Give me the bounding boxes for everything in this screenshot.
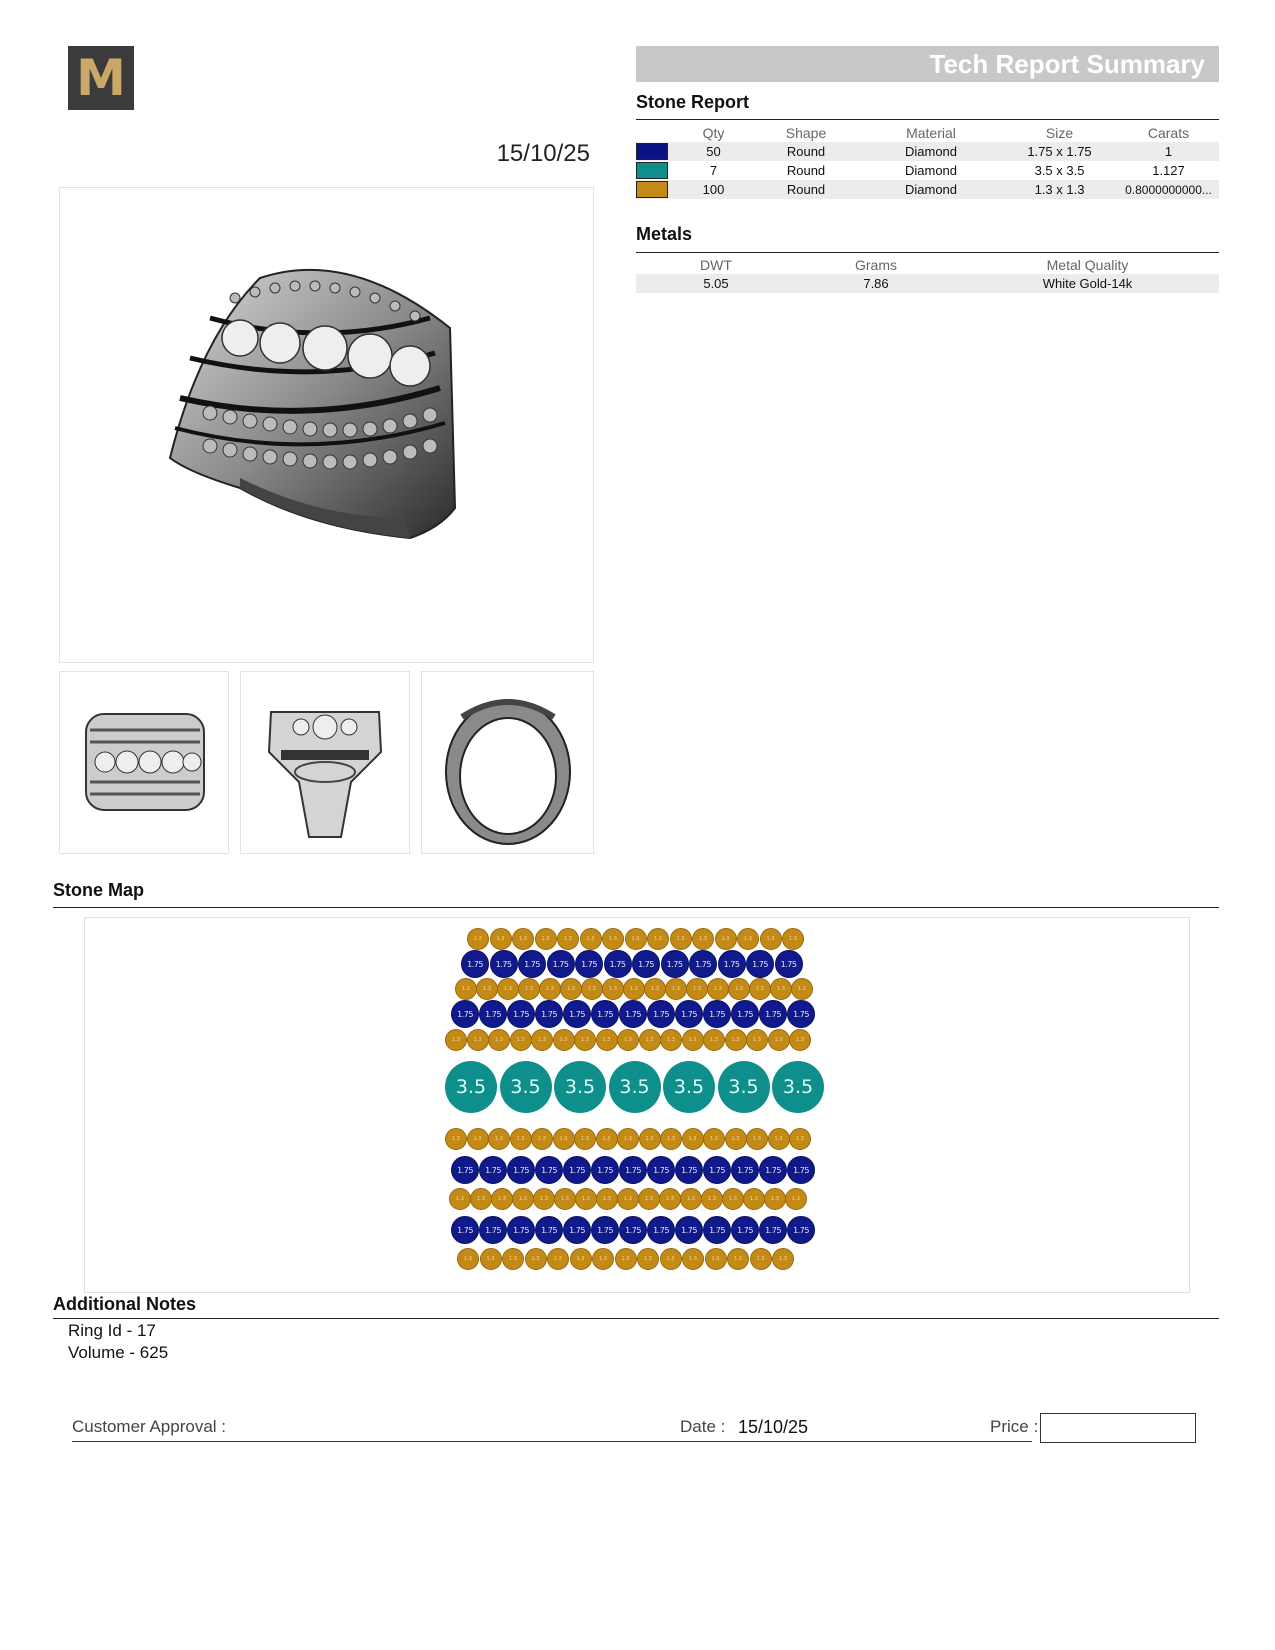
notes-body [68,1320,168,1364]
stone-1-3mm: 1.3 [602,978,624,1000]
metal-quality-cell: White Gold-14k [956,274,1219,293]
stone-1-3mm: 1.3 [596,1029,618,1051]
stone-1-3mm: 1.3 [703,1029,725,1051]
stone-1-75mm: 1.75 [591,1156,619,1184]
stone-1-3mm: 1.3 [623,978,645,1000]
stone-1-3mm: 1.3 [531,1128,553,1150]
stone-1-3mm: 1.3 [535,928,557,950]
stone-1-75mm: 1.75 [619,1216,647,1244]
column-header: Grams [855,256,897,273]
color-swatch-blue [636,143,668,160]
stone-1-75mm: 1.75 [479,1000,507,1028]
stone-1-75mm: 1.75 [647,1216,675,1244]
stone-1-3mm: 1.3 [553,1128,575,1150]
stone-1-3mm: 1.3 [490,928,512,950]
stone-1-75mm: 1.75 [591,1000,619,1028]
ring-side-image [241,672,409,853]
customer-approval-label: Customer Approval : [72,1417,227,1436]
stone-1-3mm: 1.3 [617,1188,639,1210]
approval-date-label: Date : [680,1417,726,1436]
stone-1-75mm: 1.75 [451,1156,479,1184]
stone-1-3mm: 1.3 [625,928,647,950]
stone-1-3mm: 1.3 [638,1188,660,1210]
stone-1-75mm: 1.75 [479,1216,507,1244]
stone-1-3mm: 1.3 [547,1248,569,1270]
stone-1-3mm: 1.3 [502,1248,524,1270]
stone-3-5mm: 3.5 [445,1061,497,1113]
stone-1-75mm: 1.75 [632,950,660,978]
stone-1-3mm: 1.3 [647,928,669,950]
stone-1-3mm: 1.3 [701,1188,723,1210]
size-cell: 1.75 x 1.75 [1001,142,1118,161]
stone-1-75mm: 1.75 [703,1000,731,1028]
stone-1-3mm: 1.3 [782,928,804,950]
column-header: Size [1045,124,1074,141]
stone-1-3mm: 1.3 [680,1188,702,1210]
stone-report-title: Stone Report [636,92,750,112]
stone-1-3mm: 1.3 [682,1029,704,1051]
stone-1-75mm: 1.75 [759,1000,787,1028]
column-header: Metal Quality [1046,256,1129,273]
stone-1-3mm: 1.3 [707,978,729,1000]
stone-1-75mm: 1.75 [507,1216,535,1244]
material-cell: Diamond [861,180,1001,199]
stone-1-75mm: 1.75 [775,950,803,978]
stone-1-75mm: 1.75 [619,1000,647,1028]
stone-1-3mm: 1.3 [617,1029,639,1051]
stone-1-75mm: 1.75 [787,1000,815,1028]
stone-1-3mm: 1.3 [670,928,692,950]
stone-1-75mm: 1.75 [563,1216,591,1244]
shape-cell: Round [751,180,861,199]
stone-1-75mm: 1.75 [675,1156,703,1184]
stone-1-3mm: 1.3 [467,928,489,950]
table-row [636,161,1219,180]
stone-1-3mm: 1.3 [554,1188,576,1210]
stone-1-3mm: 1.3 [533,1188,555,1210]
stone-1-3mm: 1.3 [705,1248,727,1270]
stone-1-75mm: 1.75 [787,1156,815,1184]
stone-1-75mm: 1.75 [675,1000,703,1028]
stone-1-3mm: 1.3 [596,1188,618,1210]
ring-perspective-image [60,188,593,662]
stone-1-3mm: 1.3 [557,928,579,950]
stone-1-3mm: 1.3 [703,1128,725,1150]
stone-1-3mm: 1.3 [760,928,782,950]
column-header: Qty [702,124,725,141]
stone-1-3mm: 1.3 [728,978,750,1000]
table-row [636,274,1219,293]
stone-1-75mm: 1.75 [689,950,717,978]
stone-1-75mm: 1.75 [518,950,546,978]
stone-1-75mm: 1.75 [604,950,632,978]
stone-1-3mm: 1.3 [497,978,519,1000]
stone-1-3mm: 1.3 [510,1029,532,1051]
stone-1-75mm: 1.75 [746,950,774,978]
stone-1-75mm: 1.75 [479,1156,507,1184]
stone-1-3mm: 1.3 [560,978,582,1000]
stone-1-3mm: 1.3 [467,1029,489,1051]
stone-1-75mm: 1.75 [787,1216,815,1244]
stone-3-5mm: 3.5 [500,1061,552,1113]
stone-1-3mm: 1.3 [639,1128,661,1150]
company-logo [68,46,134,110]
stone-1-75mm: 1.75 [718,950,746,978]
grams-cell: 7.86 [796,274,956,293]
notes-rule [53,1318,1219,1319]
stone-1-3mm: 1.3 [746,1128,768,1150]
stone-1-3mm: 1.3 [488,1029,510,1051]
stone-1-3mm: 1.3 [512,928,534,950]
stone-1-3mm: 1.3 [660,1248,682,1270]
stone-1-3mm: 1.3 [686,978,708,1000]
table-header-row [636,255,1219,274]
table-row [636,142,1219,161]
ring-profile-view [421,671,594,854]
stone-1-75mm: 1.75 [759,1216,787,1244]
stone-1-3mm: 1.3 [746,1029,768,1051]
stone-3-5mm: 3.5 [554,1061,606,1113]
stone-1-3mm: 1.3 [615,1248,637,1270]
stone-1-3mm: 1.3 [539,978,561,1000]
note-ring-id: Ring Id - 17 [68,1321,156,1340]
ring-profile-image [422,672,593,853]
stone-1-3mm: 1.3 [682,1248,704,1270]
qty-cell: 7 [709,163,718,178]
stone-1-3mm: 1.3 [789,1128,811,1150]
stone-1-75mm: 1.75 [461,950,489,978]
stone-1-3mm: 1.3 [768,1029,790,1051]
stone-1-3mm: 1.3 [737,928,759,950]
size-cell: 1.3 x 1.3 [1001,180,1118,199]
table-header-row [636,123,1219,142]
stone-1-3mm: 1.3 [749,978,771,1000]
stone-1-3mm: 1.3 [660,1128,682,1150]
stone-1-3mm: 1.3 [727,1248,749,1270]
material-cell: Diamond [861,142,1001,161]
stone-1-75mm: 1.75 [563,1000,591,1028]
shape-cell: Round [786,163,826,178]
stone-1-3mm: 1.3 [488,1128,510,1150]
stone-1-3mm: 1.3 [531,1029,553,1051]
stone-1-3mm: 1.3 [455,978,477,1000]
stone-1-3mm: 1.3 [581,978,603,1000]
stone-map-canvas [84,917,1190,1293]
stone-1-3mm: 1.3 [743,1188,765,1210]
stone-1-3mm: 1.3 [570,1248,592,1270]
header-bar [636,46,1219,82]
stone-1-75mm: 1.75 [547,950,575,978]
stone-1-3mm: 1.3 [457,1248,479,1270]
ring-front-view [59,671,229,854]
stone-3-5mm: 3.5 [772,1061,824,1113]
price-field[interactable] [1040,1413,1196,1443]
qty-cell: 100 [676,180,751,199]
stone-1-3mm: 1.3 [715,928,737,950]
stone-3-5mm: 3.5 [663,1061,715,1113]
stone-1-75mm: 1.75 [451,1216,479,1244]
stone-1-3mm: 1.3 [467,1128,489,1150]
stone-1-3mm: 1.3 [750,1248,772,1270]
stone-1-75mm: 1.75 [731,1216,759,1244]
stone-1-3mm: 1.3 [574,1029,596,1051]
ring-main-view [59,187,594,663]
stone-1-75mm: 1.75 [535,1216,563,1244]
carats-cell: 1 [1118,142,1219,161]
metals-table [636,255,1219,293]
column-header: DWT [700,256,732,273]
size-cell: 3.5 x 3.5 [1034,163,1085,178]
stone-1-3mm: 1.3 [722,1188,744,1210]
stone-report-rule [636,119,1219,120]
stone-1-3mm: 1.3 [445,1128,467,1150]
stone-1-3mm: 1.3 [553,1029,575,1051]
stone-1-3mm: 1.3 [617,1128,639,1150]
stone-1-3mm: 1.3 [445,1029,467,1051]
stone-1-3mm: 1.3 [525,1248,547,1270]
stone-1-3mm: 1.3 [659,1188,681,1210]
stone-1-75mm: 1.75 [731,1156,759,1184]
stone-1-75mm: 1.75 [591,1216,619,1244]
stone-1-3mm: 1.3 [682,1128,704,1150]
stone-1-3mm: 1.3 [660,1029,682,1051]
stone-1-3mm: 1.3 [491,1188,513,1210]
stone-1-3mm: 1.3 [470,1188,492,1210]
column-header: Shape [785,124,827,141]
dwt-cell: 5.05 [636,274,796,293]
column-header: Carats [1147,124,1190,141]
stone-1-3mm: 1.3 [592,1248,614,1270]
carats-cell: 1.127 [1152,163,1185,178]
stone-1-75mm: 1.75 [647,1156,675,1184]
note-volume: Volume - 625 [68,1343,169,1362]
shape-cell: Round [751,142,861,161]
stone-1-3mm: 1.3 [789,1029,811,1051]
stone-1-75mm: 1.75 [563,1156,591,1184]
stone-1-75mm: 1.75 [731,1000,759,1028]
notes-title: Additional Notes [53,1294,196,1314]
stone-1-75mm: 1.75 [535,1000,563,1028]
stone-1-3mm: 1.3 [768,1128,790,1150]
report-date: 15/10/25 [496,140,590,167]
stone-1-3mm: 1.3 [770,978,792,1000]
stone-1-3mm: 1.3 [512,1188,534,1210]
color-swatch-teal [636,162,668,179]
stone-1-3mm: 1.3 [772,1248,794,1270]
stone-1-75mm: 1.75 [619,1156,647,1184]
stone-map-title: Stone Map [53,880,145,900]
qty-cell: 50 [676,142,751,161]
stone-1-3mm: 1.3 [791,978,813,1000]
stone-1-75mm: 1.75 [675,1216,703,1244]
stone-1-3mm: 1.3 [574,1128,596,1150]
ring-front-image [60,672,228,853]
table-row [636,180,1219,199]
stone-1-75mm: 1.75 [490,950,518,978]
stone-1-75mm: 1.75 [575,950,603,978]
approval-date-value: 15/10/25 [738,1417,809,1437]
stone-1-3mm: 1.3 [785,1188,807,1210]
column-header: Material [906,124,956,141]
stone-1-3mm: 1.3 [580,928,602,950]
stone-1-3mm: 1.3 [764,1188,786,1210]
logo-letter: M [76,49,126,107]
stone-1-3mm: 1.3 [596,1128,618,1150]
approval-signature-line[interactable] [72,1441,1032,1442]
stone-1-75mm: 1.75 [535,1156,563,1184]
stone-1-75mm: 1.75 [703,1156,731,1184]
color-swatch-gold [636,181,668,198]
stone-1-3mm: 1.3 [725,1029,747,1051]
price-label: Price : [990,1417,1039,1436]
stone-1-3mm: 1.3 [575,1188,597,1210]
stone-report-table [636,123,1219,199]
stone-1-3mm: 1.3 [639,1029,661,1051]
stone-1-75mm: 1.75 [703,1216,731,1244]
stone-1-3mm: 1.3 [518,978,540,1000]
stone-1-3mm: 1.3 [725,1128,747,1150]
stone-1-75mm: 1.75 [451,1000,479,1028]
stone-1-3mm: 1.3 [692,928,714,950]
material-cell: Diamond [904,163,958,178]
stone-3-5mm: 3.5 [609,1061,661,1113]
stone-1-75mm: 1.75 [661,950,689,978]
stone-1-3mm: 1.3 [637,1248,659,1270]
page-title: Tech Report Summary [929,49,1205,79]
stone-1-3mm: 1.3 [510,1128,532,1150]
stone-1-3mm: 1.3 [644,978,666,1000]
stone-1-3mm: 1.3 [449,1188,471,1210]
stone-1-75mm: 1.75 [507,1156,535,1184]
metals-title: Metals [636,224,693,244]
stone-1-75mm: 1.75 [759,1156,787,1184]
stone-1-3mm: 1.3 [602,928,624,950]
stone-1-75mm: 1.75 [507,1000,535,1028]
stone-1-75mm: 1.75 [647,1000,675,1028]
ring-side-view [240,671,410,854]
carats-cell: 0.8000000000... [1118,180,1219,199]
stone-1-3mm: 1.3 [665,978,687,1000]
stone-1-3mm: 1.3 [476,978,498,1000]
stone-map-rule [53,907,1219,908]
stone-3-5mm: 3.5 [718,1061,770,1113]
stone-1-3mm: 1.3 [480,1248,502,1270]
metals-rule [636,252,1219,253]
